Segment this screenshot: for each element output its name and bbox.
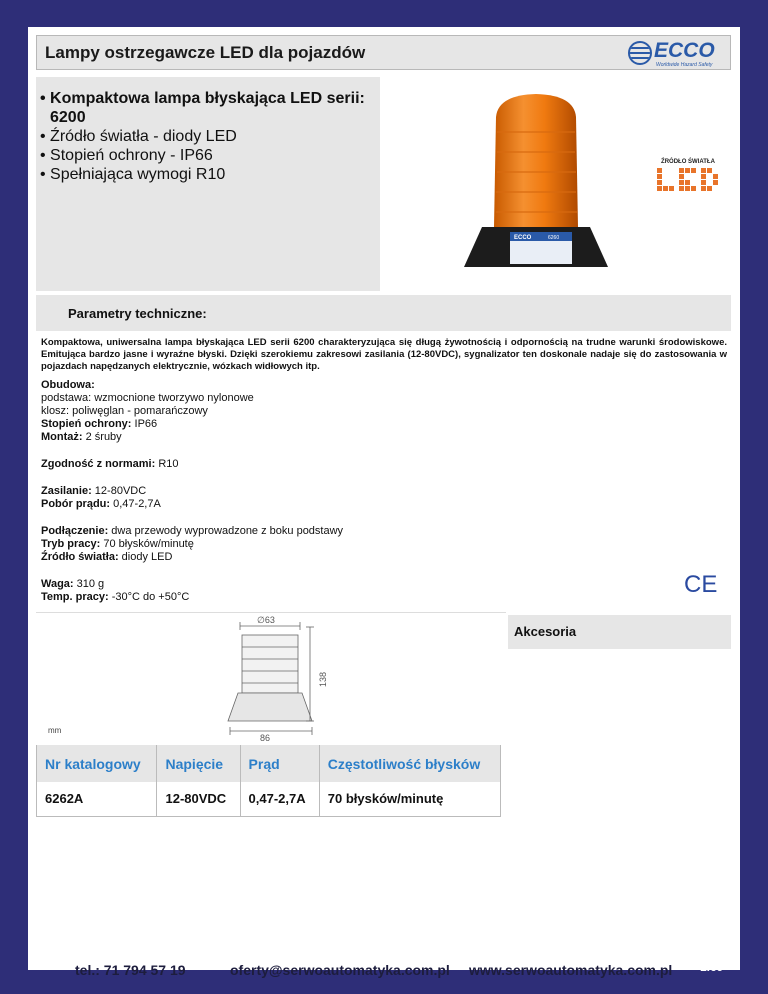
features-box [36, 77, 380, 291]
col-header: Częstotliwość błysków [319, 745, 500, 782]
dim-unit: mm [48, 726, 62, 735]
base-label-brand: ECCO [514, 235, 532, 241]
cell-catalog-number: 6262A [37, 782, 157, 816]
spec-group-physical [41, 578, 641, 604]
spec-value: 2 śruby [82, 431, 122, 443]
feature-item: • Stopień ochrony - IP66 [40, 147, 213, 164]
dim-width: 86 [260, 733, 271, 743]
cell-voltage: 12-80VDC [157, 782, 240, 816]
cell-flash-rate: 70 błysków/minutę [319, 782, 500, 816]
spec-label: Zgodność z normami: [41, 458, 156, 470]
spec-group-power [41, 485, 641, 511]
globe-icon [628, 41, 652, 65]
product-description: Kompaktowa, uniwersalna lampa błyskająca LED serii 6200 charakteryzująca się długą żywotnością i odpornością na trudne warunki środowiskowe. Emitująca bardzo jasne i wyraźne błyski. Dzięki szerokiemu zakresowi zasilania (12-80VDC), sygnalizator ten doskonale nadaje się do zastosowania w pojazdach napędzanych elektrycznie, wózkach widłowych itp. [41, 337, 727, 372]
accessories-heading-bar [508, 615, 731, 649]
spec-value: IP66 [131, 418, 158, 430]
ce-mark-icon [684, 570, 720, 596]
dim-diameter: ∅63 [257, 615, 275, 625]
col-header: Napięcie [157, 745, 240, 782]
params-heading: Parametry techniczne: [68, 306, 207, 321]
col-header: Nr katalogowy [37, 745, 157, 782]
spec-group-operation [41, 525, 641, 564]
accessories-panel [508, 651, 731, 961]
feature-item: • Źródło światła - diody LED [40, 128, 237, 145]
features-list [36, 77, 380, 184]
logo-tagline: Worldwide Hazard Safety [656, 62, 713, 68]
light-source-title: ŹRÓDŁO ŚWIATŁA [661, 159, 715, 165]
spec-group-norms [41, 458, 641, 471]
spec-value: R10 [155, 458, 179, 470]
header-bar [36, 35, 731, 70]
dim-height: 138 [318, 671, 328, 687]
lamp-lens [494, 94, 578, 227]
spec-label: Zasilanie: [41, 485, 92, 497]
spec-label: Pobór prądu: [41, 498, 111, 510]
led-badge-graphic [653, 165, 723, 195]
ce-mark-text: CE [684, 571, 718, 596]
spec-value: -30°C do +50°C [108, 591, 190, 603]
footer-email[interactable]: oferty@serwoautomatyka.com.pl [230, 962, 450, 978]
spec-label: Temp. pracy: [41, 591, 109, 603]
page-title: Lampy ostrzegawcze LED dla pojazdów [45, 43, 366, 62]
spec-value: 70 błysków/minutę [100, 538, 194, 550]
spec-value: 12-80VDC [91, 485, 147, 497]
spec-label: Stopień ochrony: [41, 418, 132, 430]
footer-website[interactable]: www.serwoautomatyka.com.pl [469, 962, 673, 978]
dimension-drawing-panel [36, 612, 506, 744]
col-header: Prąd [240, 745, 319, 782]
feature-item: • Spełniająca wymogi R10 [40, 166, 226, 183]
spec-value: 310 g [73, 578, 105, 590]
spec-value: klosz: poliwęglan - pomarańczowy [41, 405, 208, 417]
footer [36, 958, 736, 980]
footer-phone: tel.: 71 794 57 19 [75, 962, 186, 978]
feature-item: • Kompaktowa lampa błyskająca LED serii: 6200 [40, 90, 365, 126]
table-header-row [37, 745, 501, 782]
spec-group-housing [41, 379, 641, 444]
spec-value: diody LED [118, 551, 173, 563]
spec-label: Tryb pracy: [41, 538, 101, 550]
spec-label: Montaż: [41, 431, 83, 443]
spec-label: Źródło światła: [41, 551, 119, 563]
base-label-model: 6260 [548, 235, 560, 241]
params-heading-bar [36, 295, 731, 331]
spec-label: Obudowa: [41, 379, 95, 391]
page-number: 1.69 [700, 960, 724, 974]
spec-label: Waga: [41, 578, 74, 590]
catalog-table [36, 745, 501, 817]
dimension-drawing [36, 613, 506, 745]
accessories-heading: Akcesoria [514, 624, 577, 639]
ecco-logo [626, 38, 718, 68]
spec-label: Podłączenie: [41, 525, 109, 537]
logo-word: ECCO [654, 39, 715, 62]
spec-value: 0,47-2,7A [110, 498, 161, 510]
spec-value: podstawa: wzmocnione tworzywo nylonowe [41, 392, 254, 404]
spec-value: dwa przewody wyprowadzone z boku podstawy [108, 525, 344, 537]
specs-block [41, 379, 641, 618]
light-source-badge [653, 159, 723, 200]
table-row [37, 782, 501, 816]
cell-current: 0,47-2,7A [240, 782, 319, 816]
